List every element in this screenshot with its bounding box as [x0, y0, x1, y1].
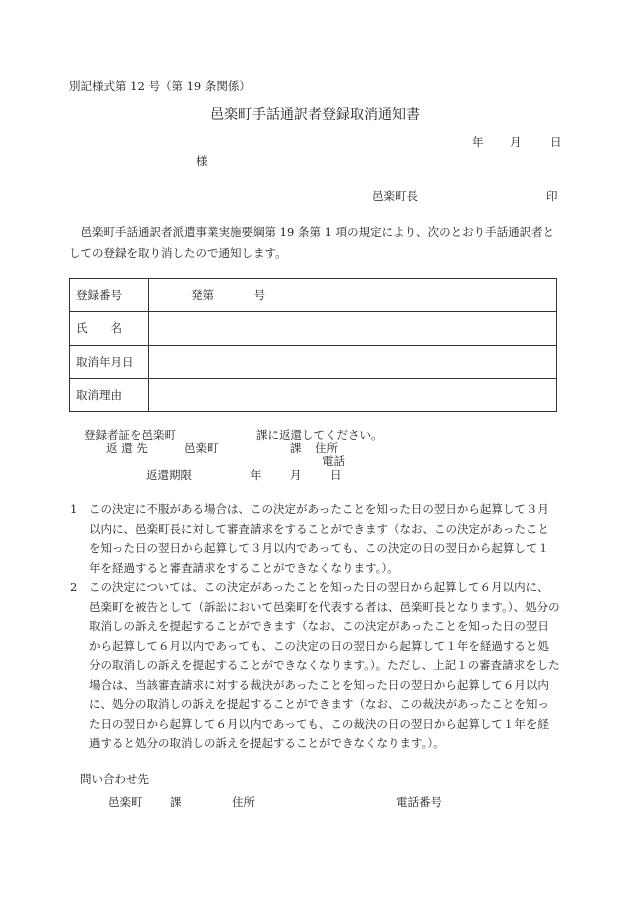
- note-text: この決定に不服がある場合は、この決定があったことを知った日の翌日から起算して３月以内に、邑楽町長に対して審査請求をすることができます（なお、この決定があったことを知った日の翌日から起算して３月以内であっても、この決定の日の翌日から起算して１年を経過すると審査請求をすることができなくなります。）。: [89, 502, 549, 575]
- row-label-cancel-date: 取消年月日: [70, 345, 149, 378]
- registration-table: [69, 278, 557, 412]
- contact-town: 邑楽町: [108, 795, 143, 809]
- date-day-label: 日: [550, 135, 562, 149]
- contact-details: [108, 794, 468, 810]
- addressee-suffix: 様: [196, 154, 208, 168]
- deadline-month: 月: [290, 468, 302, 482]
- table-row: [70, 312, 557, 345]
- return-dest-town: 邑楽町: [184, 441, 219, 455]
- return-deadline: [146, 467, 346, 483]
- contact-heading: 問い合わせ先: [80, 772, 149, 786]
- row-label-cancel-reason: 取消理由: [70, 378, 149, 411]
- return-dest-label: 返 還 先: [106, 441, 148, 455]
- row-value-cancel-date: [149, 345, 557, 378]
- deadline-label: 返還期限: [146, 468, 192, 482]
- return-destination: [106, 440, 366, 466]
- note-number: 1: [70, 502, 78, 516]
- table-row: [70, 279, 557, 312]
- row-value-cancel-reason: [149, 378, 557, 411]
- list-item: [70, 578, 560, 754]
- contact-dept: 課: [170, 795, 182, 809]
- return-line-b: 課に返還してください。: [256, 428, 383, 442]
- document-title: 邑楽町手話通訳者登録取消通知書: [210, 107, 420, 123]
- sender-name: 邑楽町長: [372, 189, 418, 203]
- return-dest-address: 住所: [315, 441, 338, 455]
- form-number: 別記様式第 12 号（第 19 条関係）: [69, 79, 251, 93]
- contact-phone: 電話番号: [396, 795, 442, 809]
- return-dest-phone: 電話: [322, 454, 345, 468]
- table-row: [70, 378, 557, 411]
- seal-mark: 印: [546, 189, 558, 203]
- deadline-day: 日: [330, 468, 342, 482]
- contact-address: 住所: [232, 795, 255, 809]
- return-line-a: 登録者証を邑楽町: [84, 428, 176, 442]
- list-item: [70, 500, 560, 578]
- deadline-year: 年: [250, 468, 262, 482]
- row-label-name: 氏 名: [70, 312, 149, 345]
- table-row: [70, 345, 557, 378]
- return-dest-dept: 課: [290, 441, 302, 455]
- row-value-reg-number: [149, 279, 557, 312]
- reg-suffix: 号: [253, 288, 266, 303]
- note-text: この決定については、この決定があったことを知った日の翌日から起算して６月以内に、邑楽町を被告として（訴訟において邑楽町を代表する者は、邑楽町長となります。）、処分の取消しの訴えを提起することができます（なお、この決定があったことを知った日の翌日から起算して６月以内であっても、この決定の日の翌日から起算して１年を経過すると処分の取消しの訴えを提起することができなくなります。）。ただし、上記１の審査請求をした場合は、当該審査請求に対する裁決があったことを知った日の翌日から起算して６月以内に、処分の取消しの訴えを提起することができます（なお、この裁決があったことを知った日の翌日から起算して６月以内であっても、この裁決の日の翌日から起算して１年を経過すると処分の取消しの訴えを提起することができなくなります。）。: [89, 580, 560, 750]
- notice-body: 邑楽町手話通訳者派遣事業実施要綱第 19 条第 1 項の規定により、次のとおり手話通訳者としての登録を取り消したので通知します。: [69, 225, 555, 260]
- row-value-name: [149, 312, 557, 345]
- date-month-label: 月: [510, 135, 522, 149]
- row-label-reg-number: 登録番号: [70, 279, 149, 312]
- appeal-notes: [70, 500, 560, 754]
- note-number: 2: [70, 580, 78, 594]
- reg-prefix: 発第: [191, 288, 214, 303]
- date-year-label: 年: [472, 135, 484, 149]
